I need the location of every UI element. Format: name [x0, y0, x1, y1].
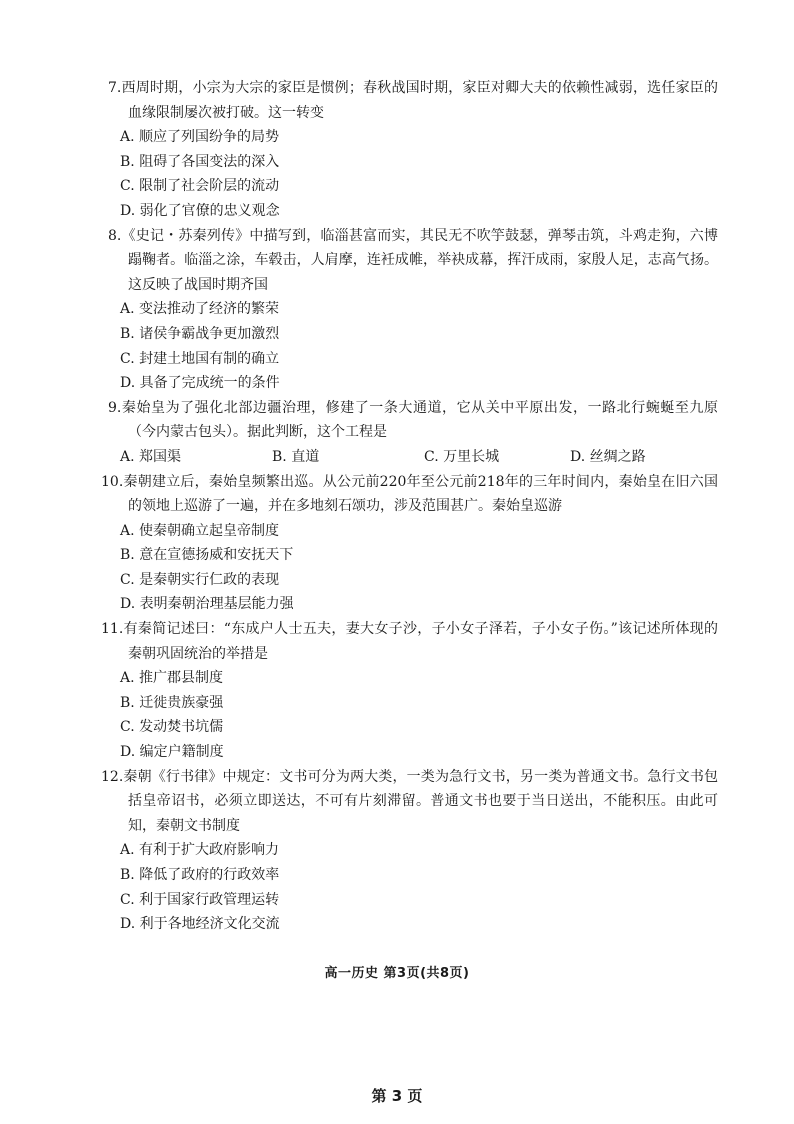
- question-stem: 10.秦朝建立后，秦始皇频繁出巡。从公元前220年至公元前218年的三年时间内，秦始皇在旧六国的领地上巡游了一遍，并在多地刻石颂功，涉及范围甚广。秦始皇巡游: [101, 473, 718, 515]
- option-b: B. 降低了政府的行政效率: [120, 867, 280, 883]
- option-a: A. 郑国渠: [120, 448, 182, 465]
- question-stem: 8.《史记・苏秦列传》中描写到，临淄甚富而实，其民无不吹竽鼓瑟，弹琴击筑，斗鸡走狗，六博蹋鞠者。临淄之涂，车毂击，人肩摩，连衽成帷，举袂成幕，挥汗成雨，家殷人足，志高气扬。这反映了战国时期齐国: [108, 227, 718, 293]
- option-b: B. 阻碍了各国变法的深入: [120, 153, 280, 170]
- option-b: B. 迁徙贵族豪强: [120, 694, 224, 711]
- option-d: D. 利于各地经济文化交流: [120, 916, 280, 933]
- option-d: D. 具备了完成统一的条件: [120, 375, 280, 392]
- option-d: D. 弱化了官僚的忠义观念: [120, 202, 280, 219]
- option-a: A. 推广郡县制度: [120, 670, 224, 687]
- question-8: [108, 224, 718, 396]
- question-7: [108, 76, 718, 224]
- option-row: [120, 445, 718, 470]
- option-d: D. 表明秦朝治理基层能力强: [120, 596, 294, 613]
- question-stem: 11.有秦简记述曰：“东成户人士五夫，妻大女子沙，子小女子泽若，子小女子伤。”该记述所体现的秦朝巩固统治的举措是: [101, 621, 718, 662]
- question-9: [108, 396, 718, 470]
- option-b: B. 诸侯争霸战争更加激烈: [120, 325, 280, 342]
- page-number: 第 3 页: [371, 1087, 423, 1105]
- option-c: C. 限制了社会阶层的流动: [120, 178, 280, 195]
- option-a: A. 顺应了列国纷争的局势: [120, 129, 280, 146]
- question-12: [101, 765, 718, 937]
- question-stem: 12.秦朝《行书律》中规定：文书可分为两大类，一类为急行文书，另一类为普通文书。急行文书包括皇帝诏书，必须立即送达，不可有片刻滞留。普通文书也要于当日送出，不能积压。由此可知，秦朝文书制度: [101, 768, 718, 834]
- option-b: B. 直道: [272, 448, 320, 465]
- option-a: A. 变法推动了经济的繁荣: [120, 301, 280, 318]
- option-a: A. 有利于扩大政府影响力: [120, 842, 280, 859]
- question-stem: 7.西周时期，小宗为大宗的家臣是惯例；春秋战国时期，家臣对卿大夫的依赖性减弱，选任家臣的血缘限制屡次被打破。这一转变: [108, 80, 718, 121]
- question-list: [101, 76, 718, 937]
- option-c: C. 封建土地国有制的确立: [120, 350, 280, 367]
- page-footer-subject: 高一历史 第3页(共8页): [324, 966, 470, 981]
- option-d: D. 丝绸之路: [570, 448, 646, 465]
- question-stem: 9.秦始皇为了强化北部边疆治理，修建了一条大通道，它从关中平原出发，一路北行蜿蜒至九原（今内蒙古包头）。据此判断，这个工程是: [108, 399, 718, 441]
- option-a: A. 使秦朝确立起皇帝制度: [120, 522, 280, 539]
- option-c: C. 发动焚书坑儒: [120, 719, 224, 736]
- question-10: [101, 470, 718, 618]
- option-d: D. 编定户籍制度: [120, 744, 224, 761]
- option-c: C. 万里长城: [424, 448, 500, 465]
- option-b: B. 意在宣德扬威和安抚天下: [120, 547, 294, 564]
- option-c: C. 利于国家行政管理运转: [120, 891, 280, 908]
- option-c: C. 是秦朝实行仁政的表现: [120, 571, 280, 588]
- question-11: [101, 617, 718, 765]
